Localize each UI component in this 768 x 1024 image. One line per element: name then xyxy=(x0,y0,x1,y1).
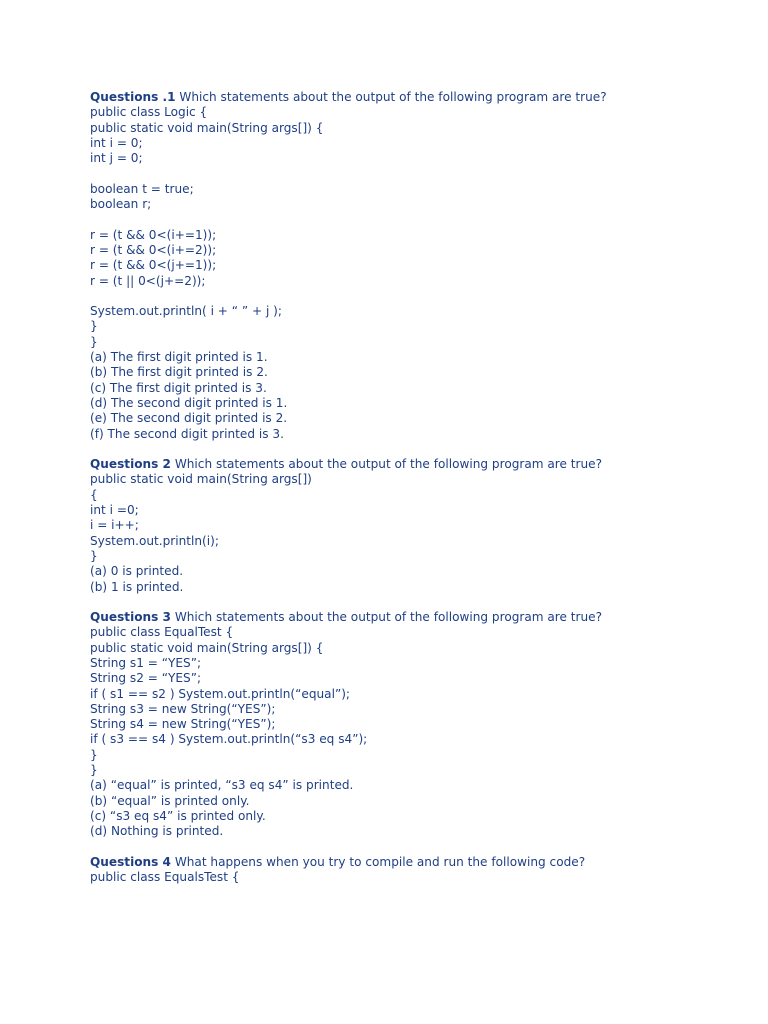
code-line xyxy=(90,289,730,304)
answer-option: (a) “equal” is printed, “s3 eq s4” is printed. xyxy=(90,778,354,793)
answer-option: (d) Nothing is printed. xyxy=(90,824,224,839)
code-line: int j = 0; xyxy=(90,151,143,166)
code-line: r = (t && 0<(i+=1)); xyxy=(90,227,217,242)
code-line xyxy=(90,212,730,227)
answer-option: (a) 0 is printed. xyxy=(90,564,184,579)
code-line: } xyxy=(90,747,98,762)
code-line: int i =0; xyxy=(90,503,139,518)
code-line: i = i++; xyxy=(90,518,139,533)
question-label: Questions 4 xyxy=(90,854,171,869)
document-body xyxy=(90,90,730,901)
code-line: r = (t && 0<(j+=1)); xyxy=(90,258,217,273)
question-2 xyxy=(90,457,730,595)
code-line: } xyxy=(90,548,98,563)
answer-option: (b) “equal” is printed only. xyxy=(90,793,250,808)
code-line: r = (t || 0<(j+=2)); xyxy=(90,273,206,288)
code-line: { xyxy=(90,487,98,502)
code-line: if ( s1 == s2 ) System.out.println(“equal”); xyxy=(90,686,351,701)
code-line: int i = 0; xyxy=(90,135,143,150)
question-heading xyxy=(90,90,730,105)
code-line: String s3 = new String(“YES”); xyxy=(90,701,276,716)
code-line: public class Logic { xyxy=(90,105,208,120)
answer-option: (a) The first digit printed is 1. xyxy=(90,350,268,365)
answer-option: (e) The second digit printed is 2. xyxy=(90,411,288,426)
code-line: boolean t = true; xyxy=(90,181,194,196)
answer-option: (c) “s3 eq s4” is printed only. xyxy=(90,808,266,823)
code-line: } xyxy=(90,763,98,778)
code-line: boolean r; xyxy=(90,197,152,212)
code-line: if ( s3 == s4 ) System.out.println(“s3 eq s4”); xyxy=(90,732,368,747)
question-prompt: Which statements about the output of the following program are true? xyxy=(170,610,603,625)
code-line: } xyxy=(90,334,98,349)
answer-option: (c) The first digit printed is 3. xyxy=(90,380,267,395)
question-label: Questions 2 xyxy=(90,457,171,472)
code-line: public static void main(String args[]) { xyxy=(90,640,324,655)
code-line xyxy=(90,166,730,181)
question-prompt: Which statements about the output of the following program are true? xyxy=(170,457,603,472)
question-3 xyxy=(90,610,730,839)
code-line: String s1 = “YES”; xyxy=(90,655,202,670)
question-4 xyxy=(90,855,730,886)
question-prompt: Which statements about the output of the following program are true? xyxy=(175,90,607,104)
code-line: System.out.println(i); xyxy=(90,533,219,548)
code-line: String s4 = new String(“YES”); xyxy=(90,717,276,732)
code-line: public static void main(String args[]) { xyxy=(90,120,324,135)
code-line: System.out.println( i + “ ” + j ); xyxy=(90,304,282,319)
code-line: public class EqualsTest { xyxy=(90,870,240,885)
answer-option: (b) The first digit printed is 2. xyxy=(90,365,268,380)
question-label: Questions 3 xyxy=(90,610,171,625)
question-label: Questions .1 xyxy=(90,90,176,104)
question-heading xyxy=(90,855,730,870)
question-1 xyxy=(90,90,730,442)
answer-option: (f) The second digit printed is 3. xyxy=(90,426,284,441)
question-heading xyxy=(90,457,730,472)
code-line: String s2 = “YES”; xyxy=(90,671,202,686)
code-line: r = (t && 0<(i+=2)); xyxy=(90,242,217,257)
answer-option: (d) The second digit printed is 1. xyxy=(90,395,288,410)
code-line: } xyxy=(90,319,98,334)
answer-option: (b) 1 is printed. xyxy=(90,579,184,594)
question-prompt: What happens when you try to compile and run the following code? xyxy=(170,854,586,869)
question-heading xyxy=(90,610,730,625)
code-line: public class EqualTest { xyxy=(90,625,234,640)
code-line: public static void main(String args[]) xyxy=(90,472,312,487)
